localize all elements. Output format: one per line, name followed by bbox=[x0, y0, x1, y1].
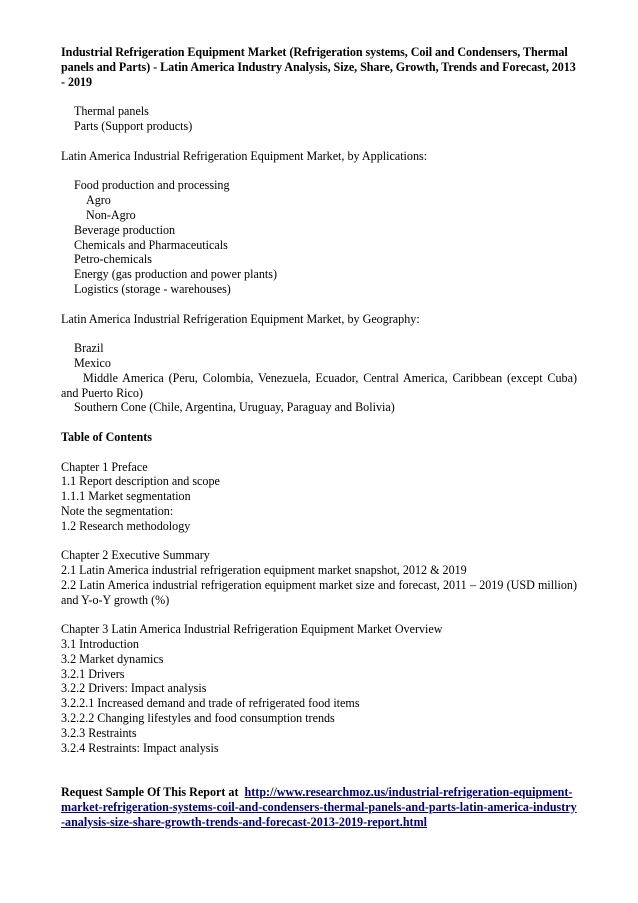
list-item: Food production and processing bbox=[74, 178, 230, 193]
toc-item: 3.2.2 Drivers: Impact analysis bbox=[61, 681, 207, 696]
list-item: Chemicals and Pharmaceuticals bbox=[74, 237, 228, 252]
document-page bbox=[61, 45, 577, 829]
toc-item: 2.2 Latin America industrial refrigeration equipment market size and forecast, 2011 – 2019 (USD million) and Y-o-Y growth (%) bbox=[61, 577, 577, 607]
toc-item: 3.2.2.2 Changing lifestyles and food consumption trends bbox=[61, 711, 335, 726]
chapter-title: Chapter 3 Latin America Industrial Refrigeration Equipment Market Overview bbox=[61, 622, 443, 637]
toc-item: 3.2 Market dynamics bbox=[61, 651, 164, 666]
toc-item: Note the segmentation: bbox=[61, 503, 174, 518]
list-item: Brazil bbox=[74, 341, 104, 356]
geography-list bbox=[61, 341, 577, 415]
toc-item: 1.2 Research methodology bbox=[61, 518, 191, 533]
toc-item: 3.2.4 Restraints: Impact analysis bbox=[61, 740, 219, 755]
chapter-title: Chapter 1 Preface bbox=[61, 459, 148, 474]
chapter-title: Chapter 2 Executive Summary bbox=[61, 548, 210, 563]
chapter-1 bbox=[61, 460, 577, 534]
document-title: Industrial Refrigeration Equipment Market (Refrigeration systems, Coil and Condensers, Thermal panels and Parts) - Latin America Industry Analysis, Size, Share, Growth, Trends and Forecast, 2013 - 2019 bbox=[61, 45, 576, 89]
report-link[interactable]: http://www.researchmoz.us/industrial-refrigeration-equipment-market-refrigeration-systems-coil-and-condensers-thermal-panels-and-parts-latin-america-industry-analysis-size-share-growth-trends-and-forecast-2013-2019-report.html bbox=[61, 785, 577, 829]
list-item: Middle America (Peru, Colombia, Venezuela, Ecuador, Central America, Caribbean (except Cuba) and Puerto Rico) bbox=[61, 370, 577, 400]
list-item: Thermal panels bbox=[74, 104, 149, 119]
applications-list bbox=[61, 178, 577, 296]
list-item: Beverage production bbox=[74, 222, 176, 237]
list-item: Non-Agro bbox=[86, 207, 136, 222]
chapter-2 bbox=[61, 548, 577, 607]
list-item: Petro-chemicals bbox=[74, 252, 152, 267]
list-item: Mexico bbox=[74, 355, 111, 370]
toc-item: 3.2.3 Restraints bbox=[61, 725, 137, 740]
list-item: Energy (gas production and power plants) bbox=[74, 267, 277, 282]
list-item: Parts (Support products) bbox=[74, 119, 193, 134]
toc-item: 3.2.2.1 Increased demand and trade of refrigerated food items bbox=[61, 696, 360, 711]
list-item: Logistics (storage - warehouses) bbox=[74, 281, 231, 296]
chapter-3 bbox=[61, 622, 577, 755]
toc-item: 2.1 Latin America industrial refrigeration equipment market snapshot, 2012 & 2019 bbox=[61, 563, 467, 578]
toc-item: 1.1 Report description and scope bbox=[61, 474, 220, 489]
products-list bbox=[61, 104, 577, 134]
applications-heading: Latin America Industrial Refrigeration Equipment Market, by Applications: bbox=[61, 148, 428, 163]
toc-item: 3.1 Introduction bbox=[61, 637, 139, 652]
toc-heading: Table of Contents bbox=[61, 429, 152, 444]
geography-heading: Latin America Industrial Refrigeration Equipment Market, by Geography: bbox=[61, 311, 420, 326]
request-label: Request Sample Of This Report at bbox=[61, 785, 239, 800]
list-item: Southern Cone (Chile, Argentina, Uruguay, Paraguay and Bolivia) bbox=[74, 400, 395, 415]
list-item: Agro bbox=[86, 193, 111, 208]
toc-item: 3.2.1 Drivers bbox=[61, 666, 125, 681]
toc-item: 1.1.1 Market segmentation bbox=[61, 489, 191, 504]
request-sample bbox=[61, 785, 577, 829]
